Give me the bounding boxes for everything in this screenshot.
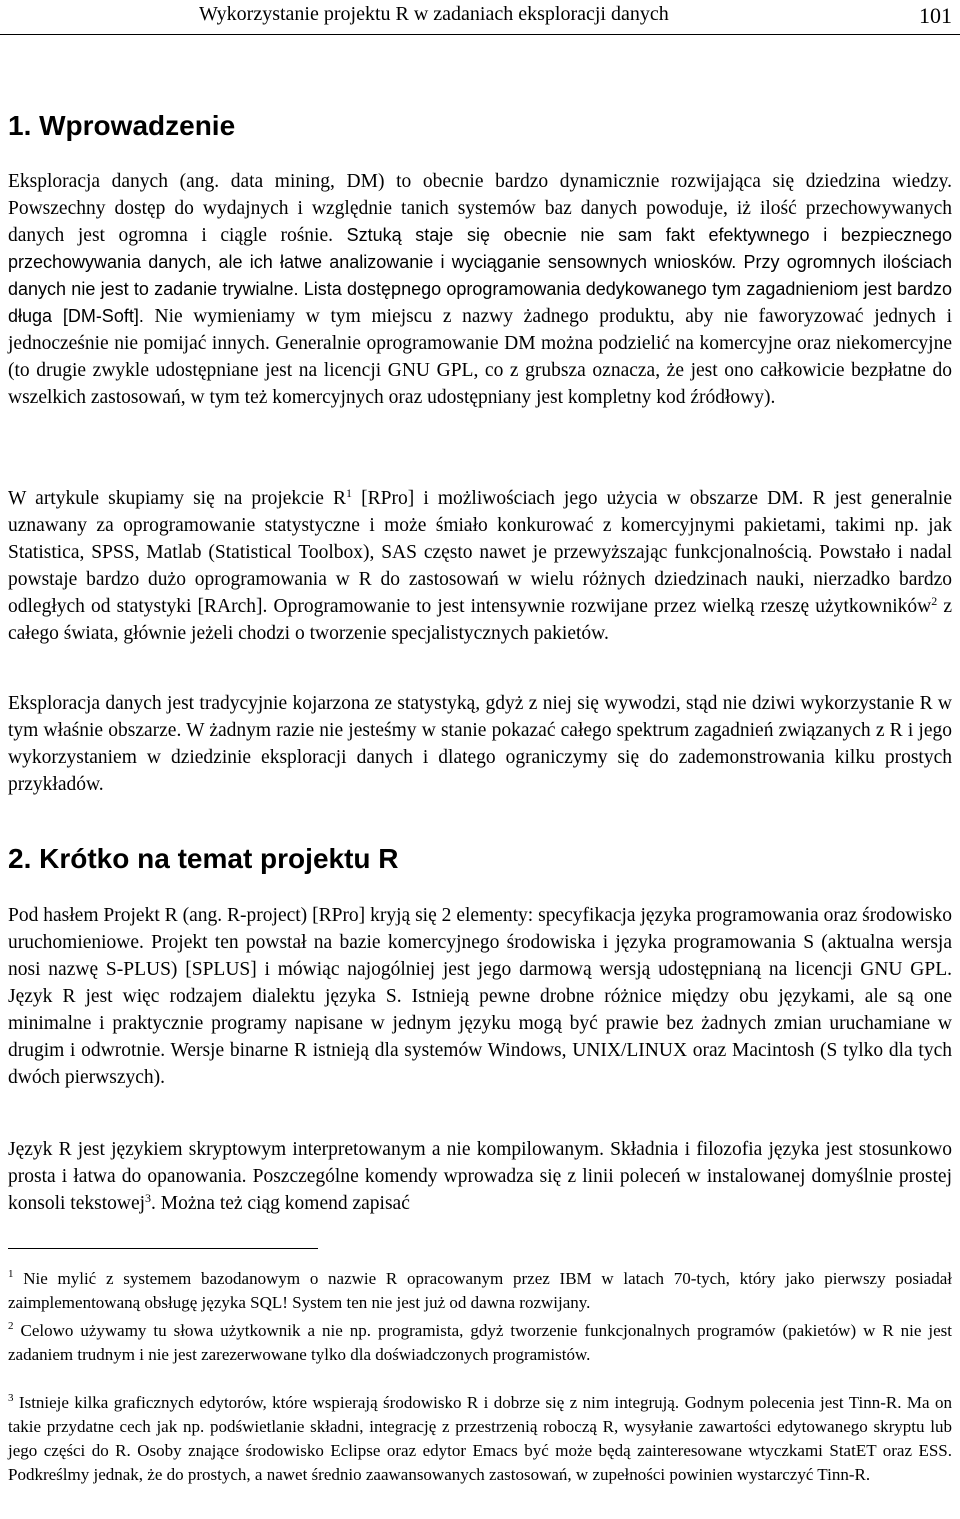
section-heading-1: 1. Wprowadzenie (8, 110, 236, 141)
paragraph-r-project-part-b: [RPro] i możliwościach jego użycia w obszarze DM. R jest generalnie uznawany za oprogramowanie statystyczne i może śmiało konkurować z komercyjnymi pakietami, takimi np. jak Statistica, SPSS, Matlab (Statistical Toolbox), SAS często nawet je przewyższając funkcjonalnością. Powstało i nadal powstaje bardzo dużo oprogramowania w R do zastosowań w wielu różnych dziedzinach nauki, nierzadko bardzo odległych od statystyki [RArch]. Oprogramowanie to jest intensywnie rozwijane przez wielką rzeszę użytkowników (8, 488, 952, 617)
footnote-ref-2[interactable]: 2 (931, 594, 938, 608)
paragraph-r-definition: Pod hasłem Projekt R (ang. R-project) [RPro] kryją się 2 elementy: specyfikacja języka programowania oraz środowisko uruchomieniowe. Projekt ten powstał na bazie komercyjnego środowiska i języka programowania S (aktualna wersja nosi nazwę S-PLUS) [SPLUS] i mówiąc najogólniej jest jego darmową wersją udostępnianą na licencji GNU GPL. Język R jest więc rodzajem dialektu języka S. Istnieją pewne drobne różnice między obu językami, ale są one minimalne i praktycznie programy napisane w jednym języku mogą być prawie bez żadnych zmian uruchamiane w drugim i odwrotnie. Wersje binarne R istnieją dla systemów Windows, UNIX/LINUX oraz Macintosh (S tylko dla tych dwóch pierwszych). (8, 905, 952, 1088)
footnote-3-text: Istnieje kilka graficznych edytorów, które wspierają środowisko R i dobrze się z nim integrują. Godnym polecenia jest Tinn-R. Ma on takie przydatne cech jak np. podświetlanie składni, integrację z przestrzenią roboczą R, wysyłanie zawartości edytowanego skryptu lub jego części do R. Osoby znające środowisko Eclipse oraz edytor Emacs być może będą zainteresowane wtyczkami StatET oraz ESS. Podkreślmy jednak, że do prostych, a nawet średnio zaawansowanych zastosowań, w zupełności powinien wystarczyć Tinn-R. (8, 1393, 952, 1484)
page-number: 101 (919, 3, 952, 28)
paragraph-intro-part-b: Sztuką staje się obecnie nie sam fakt efektywnego i bezpiecznego przechowywania danych, ale ich łatwe analizowanie i wyciąganie sensownych wniosków. Przy ogromnych ilościach danych nie jest to zadanie trywialne. Lista dostępnego oprogramowania dedykowanego tym zagadnieniom jest bardzo długa [DM-Soft]. (8, 225, 953, 326)
footnote-2-text: Celowo używamy tu słowa użytkownik a nie np. programista, gdyż tworzenie funkcjonalnych programów (pakietów) w R nie jest zadaniem trudnym i nie jest zarezerwowane tylko dla doświadczonych programistów. (8, 1321, 952, 1364)
paragraph-r-language-part-b: . Można też ciąg komend zapisać (151, 1193, 410, 1214)
footnote-3-number: 3 (8, 1392, 14, 1404)
footnote-ref-1[interactable]: 1 (346, 486, 353, 500)
paragraph-intro-part-d: Generalnie oprogramowanie DM można podzielić na komercyjne oraz niekomercyjne (to drugie zwykle udostępniane jest na licencji GNU GPL, co z grubsza oznacza, że jest ono całkowicie bezpłatne do wszelkich zastosowań, w tym też komercyjnych oraz udostępniany jest kompletny kod źródłowy). (8, 333, 953, 408)
running-header (0, 0, 960, 35)
header-title: Wykorzystanie projektu R w zadaniach eksploracji danych (199, 3, 669, 25)
paragraph-statistics: Eksploracja danych jest tradycyjnie kojarzona ze statystyką, gdyż z niej się wywodzi, stąd nie dziwi wykorzystanie R w tym właśnie obszarze. W żadnym razie nie jesteśmy w stanie pokazać całego spektrum zagadnień związanych z R i jego wykorzystaniem w dziedzinie eksploracji danych i dlatego ograniczymy się do zademonstrowania kilku prostych przykładów. (8, 693, 952, 795)
paragraph-r-project-part-a: W artykule skupiamy się na projekcie R (8, 488, 347, 509)
paragraph-r-language-part-a: Język R jest językiem skryptowym interpretowanym a nie kompilowanym. Składnia i filozofia języka jest stosunkowo prosta i łatwa do opanowania. Poszczególne komendy wprowadza się z linii poleceń w instalowanej domyślnie prostej konsoli tekstowej (8, 1139, 952, 1214)
footnote-1-text: Nie mylić z systemem bazodanowym o nazwie R opracowanym przez IBM w latach 70-tych, który jako pierwszy posiadał zaimplementowaną obsługę języka SQL! System ten nie jest już od dawna rozwijany. (8, 1269, 952, 1312)
paragraph-intro-part-c: Nie wymieniamy w tym miejscu z nazwy żadnego produktu, aby nie faworyzować jednych i jednocześnie nie pomijać innych. (8, 306, 952, 354)
footnote-divider (8, 1248, 318, 1249)
paragraph-r-project (8, 485, 952, 647)
paragraph-r-language (8, 1136, 952, 1217)
footnote-2 (8, 1319, 952, 1367)
paragraph-intro-part-a: Eksploracja danych (ang. data mining, DM) to obecnie bardzo dynamicznie rozwijająca się dziedzina wiedzy. Powszechny dostęp do wydajnych i względnie tanich systemów baz danych powoduje, iż ilość przechowywanych danych jest ogromna i ciągle rośnie. (8, 171, 952, 246)
section-heading-2: 2. Krótko na temat projektu R (8, 843, 399, 874)
footnote-3 (8, 1391, 952, 1487)
paragraph-r-project-part-c: z całego świata, głównie jeżeli chodzi o tworzenie specjalistycznych pakietów. (8, 596, 952, 644)
footnote-1 (8, 1267, 952, 1315)
footnote-2-number: 2 (8, 1320, 14, 1332)
footnote-1-number: 1 (8, 1268, 14, 1280)
paragraph-intro (8, 168, 952, 411)
footnote-ref-3[interactable]: 3 (145, 1191, 152, 1205)
